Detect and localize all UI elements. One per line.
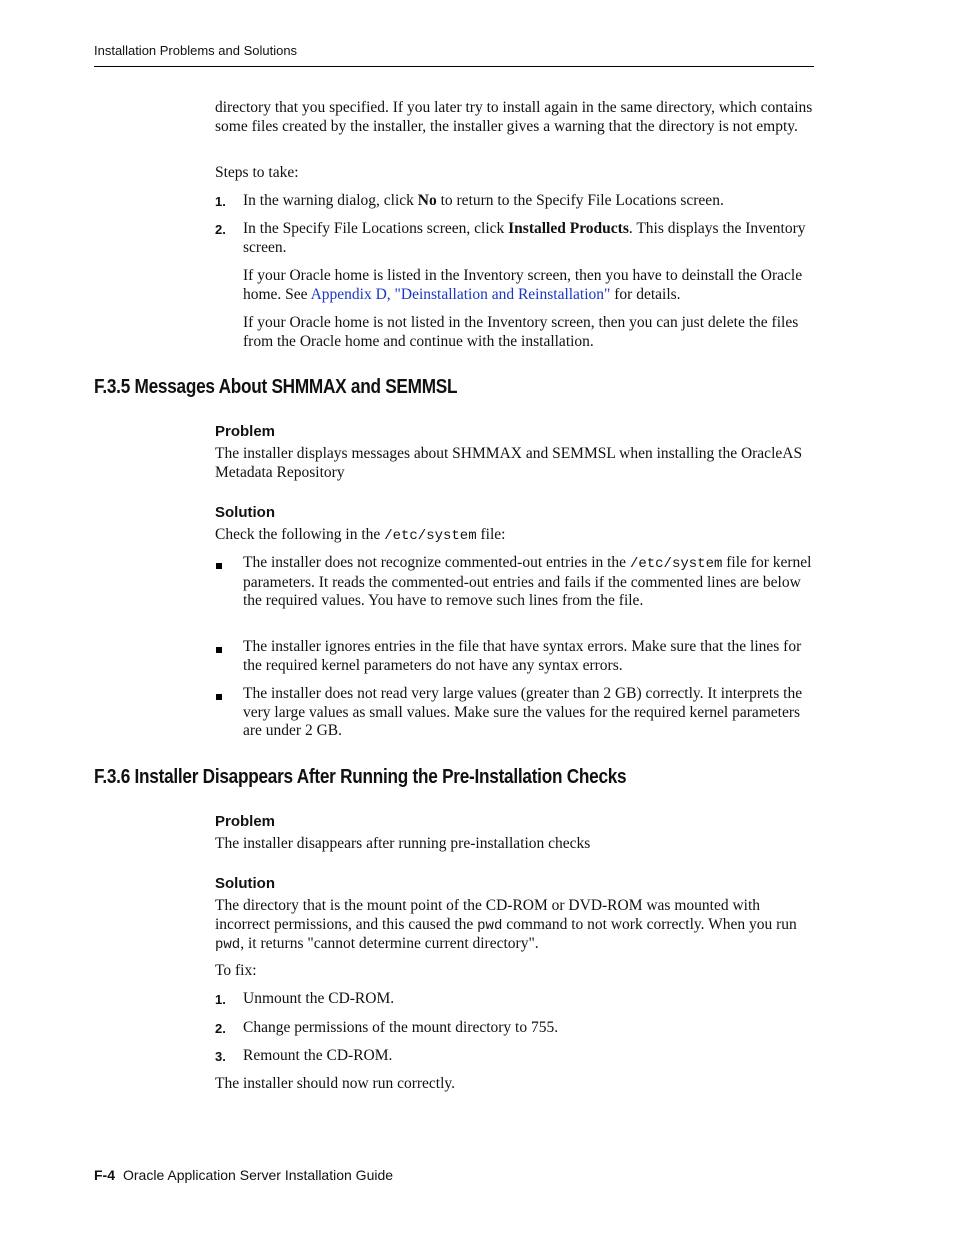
page-number: F-4: [94, 1167, 115, 1183]
step-number: 1.: [215, 992, 226, 1007]
steps-label: Steps to take:: [215, 164, 299, 181]
closing-text: The installer should now run correctly.: [215, 1075, 456, 1092]
step-2: In the Specify File Locations screen, click Installed Products. This displays the Inventory screen.: [243, 220, 806, 256]
solution-label: Solution: [215, 875, 275, 892]
header-rule: [94, 66, 814, 67]
solution-text: The directory that is the mount point of the CD-ROM or DVD-ROM was mounted with incorrect permissions, and this caused the pwd command to not work correctly. When you run pwd, it returns "cannot determine current directory".: [215, 897, 797, 954]
bullet-item-1: The installer does not recognize commented-out entries in the /etc/system file for kernel parameters. It reads the commented-out entries and fails if the commented lines are below the required values. You have to remove such lines from the file.: [243, 554, 812, 610]
step-number: 1.: [215, 194, 226, 209]
step-number: 2.: [215, 1021, 226, 1036]
running-header: Installation Problems and Solutions: [94, 43, 298, 58]
problem-text: The installer disappears after running pre-installation checks: [215, 835, 591, 852]
fix-step-2: Change permissions of the mount directory to 755.: [243, 1019, 559, 1036]
bullet-marker: [216, 694, 222, 700]
problem-text: The installer displays messages about SHMMAX and SEMMSL when installing the OracleAS Metadata Repository: [215, 445, 803, 481]
solution-intro: Check the following in the /etc/system file:: [215, 526, 506, 544]
bullet-item-2: The installer ignores entries in the file that have syntax errors. Make sure that the lines for the required kernel parameters do not have any syntax errors.: [243, 638, 802, 674]
fix-step-1: Unmount the CD-ROM.: [243, 990, 395, 1007]
fix-step-3: Remount the CD-ROM.: [243, 1047, 393, 1064]
step-2-detail-listed: If your Oracle home is listed in the Inventory screen, then you have to deinstall the Oracle home. See Appendix D, "Deinstallation and Reinstallation" for details.: [243, 267, 803, 303]
problem-label: Problem: [215, 813, 276, 830]
bullet-item-3: The installer does not read very large values (greater than 2 GB) correctly. It interprets the very large values as small values. Make sure the values for the required kernel parameters are under 2 GB.: [243, 685, 803, 740]
step-2-detail-not-listed: If your Oracle home is not listed in the Inventory screen, then you can just delete the files from the Oracle home and continue with the installation.: [243, 314, 799, 350]
section-heading-f35: F.3.5 Messages About SHMMAX and SEMMSL: [94, 376, 458, 398]
intro-paragraph: directory that you specified. If you later try to install again in the same directory, which contains some files created by the installer, the installer gives a warning that the directory is not empty.: [215, 99, 813, 135]
problem-label: Problem: [215, 423, 276, 440]
bullet-marker: [216, 647, 222, 653]
to-fix-label: To fix:: [215, 962, 257, 979]
book-title: Oracle Application Server Installation Guide: [123, 1167, 394, 1183]
appendix-d-link[interactable]: Appendix D, "Deinstallation and Reinstallation": [310, 285, 611, 303]
step-number: 2.: [215, 222, 226, 237]
bullet-marker: [216, 563, 222, 569]
page-footer: [94, 1167, 393, 1183]
solution-label: Solution: [215, 504, 275, 521]
step-number: 3.: [215, 1049, 226, 1064]
step-1: In the warning dialog, click No to return to the Specify File Locations screen.: [243, 192, 724, 209]
section-heading-f36: F.3.6 Installer Disappears After Running the Pre-Installation Checks: [94, 766, 627, 788]
